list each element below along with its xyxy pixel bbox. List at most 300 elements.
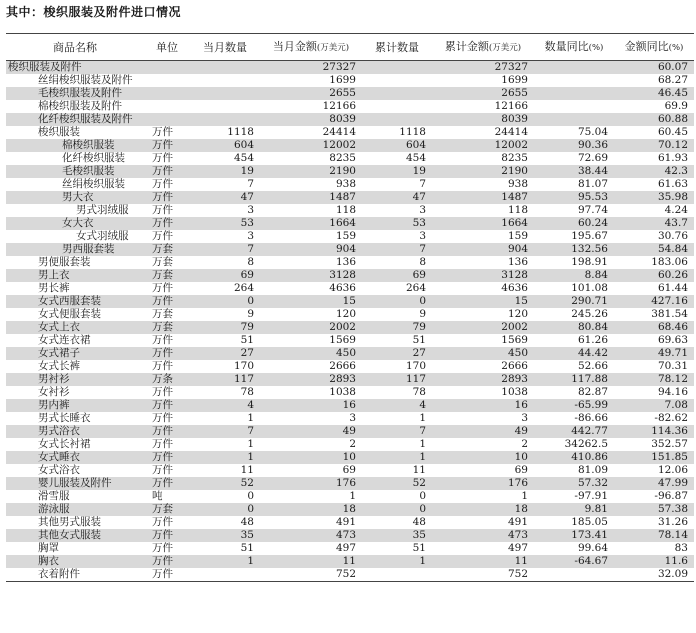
- cell-cum-qty: 1: [419, 438, 426, 450]
- cell-qty-yoy: 9.81: [534, 503, 614, 516]
- cell-name: 女大衣: [6, 217, 144, 230]
- col-header-cum-amount: 累计金额(万美元): [432, 34, 534, 61]
- cell-cum-qty: 47: [362, 191, 432, 204]
- cell-name: 化纤梭织服装: [62, 152, 125, 164]
- cell-amount-yoy: 151.85: [614, 451, 694, 464]
- cell-unit: 万件: [144, 568, 190, 582]
- cell-month-amount: 1: [349, 490, 356, 502]
- cell-qty-yoy: 38.44: [534, 165, 614, 178]
- cell-month-qty: 69: [190, 269, 260, 282]
- cell-qty-yoy: 132.56: [534, 243, 614, 256]
- cell-month-amount: 3: [349, 412, 356, 424]
- cell-qty-yoy: -97.91: [574, 490, 608, 502]
- cell-amount-yoy: 35.98: [614, 191, 694, 204]
- cell-cum-qty: 7: [419, 178, 426, 190]
- cell-cum-qty: [362, 61, 432, 75]
- cell-name: 女式睡衣: [6, 451, 144, 464]
- cell-qty-yoy: [534, 100, 614, 113]
- table-row: [6, 399, 694, 412]
- cell-month-qty: 7: [190, 425, 260, 438]
- cell-qty-yoy: 72.69: [577, 152, 608, 164]
- cell-name: 胸衣: [6, 555, 144, 568]
- cell-cum-qty: 8: [419, 256, 426, 268]
- cell-amount-yoy: 381.54: [651, 308, 688, 320]
- cell-cum-amount: 1699: [501, 74, 528, 86]
- cell-cum-qty: [362, 87, 432, 100]
- cell-month-amount: 1664: [260, 217, 362, 230]
- cell-cum-qty: 11: [412, 464, 426, 476]
- cell-unit: 万件: [152, 126, 173, 138]
- cell-amount-yoy: 61.44: [657, 282, 688, 294]
- cell-name: 女式羽绒服: [76, 230, 129, 242]
- table-row: [6, 230, 694, 243]
- cell-month-qty: 7: [247, 178, 254, 190]
- cell-amount-yoy: -82.62: [654, 412, 688, 424]
- cell-amount-yoy: 94.16: [657, 386, 688, 398]
- cell-cum-qty: 1: [362, 555, 432, 568]
- cell-cum-amount: 27327: [432, 61, 534, 75]
- cell-qty-yoy: 80.84: [534, 321, 614, 334]
- cell-amount-yoy: 78.12: [614, 373, 694, 386]
- cell-cum-amount: 3128: [432, 269, 534, 282]
- cell-qty-yoy: [534, 87, 614, 100]
- cell-month-amount: 1038: [329, 386, 356, 398]
- cell-month-amount: 904: [260, 243, 362, 256]
- cell-unit: 万件: [152, 438, 173, 450]
- cell-month-qty: 53: [190, 217, 260, 230]
- cell-cum-amount: 904: [432, 243, 534, 256]
- cell-unit: 万件: [144, 139, 190, 152]
- cell-month-amount: 120: [335, 308, 356, 320]
- cell-unit: 万件: [144, 399, 190, 412]
- cell-qty-yoy: 198.91: [571, 256, 608, 268]
- cell-cum-qty: 264: [405, 282, 426, 294]
- cell-month-qty: 0: [190, 295, 260, 308]
- cell-qty-yoy: 195.67: [571, 230, 608, 242]
- cell-qty-yoy: [534, 61, 614, 75]
- cell-qty-yoy: 95.53: [534, 191, 614, 204]
- cell-amount-yoy: 42.3: [614, 165, 694, 178]
- cell-cum-amount: 176: [432, 477, 534, 490]
- cell-name: 女式西服套装: [6, 295, 144, 308]
- table-row: [6, 191, 694, 204]
- cell-amount-yoy: 60.45: [657, 126, 688, 138]
- cell-cum-amount: 8235: [501, 152, 528, 164]
- table-row: [6, 139, 694, 152]
- col-header-unit: 单位: [144, 34, 190, 61]
- table-row: [6, 490, 694, 503]
- cell-qty-yoy: [534, 74, 614, 87]
- cell-amount-yoy: 43.7: [614, 217, 694, 230]
- cell-month-qty: 1118: [227, 126, 254, 138]
- cell-qty-yoy: 290.71: [534, 295, 614, 308]
- cell-cum-qty: 35: [362, 529, 432, 542]
- cell-name: 男西服套装: [6, 243, 144, 256]
- cell-name: 女式裙子: [6, 347, 144, 360]
- cell-amount-yoy: 46.45: [614, 87, 694, 100]
- cell-unit: 万件: [144, 555, 190, 568]
- cell-cum-qty: 53: [362, 217, 432, 230]
- cell-unit: [144, 87, 190, 100]
- cell-cum-qty: 79: [362, 321, 432, 334]
- cell-name: 女式便服套装: [38, 308, 101, 320]
- col-header-month-amount: 当月金额(万美元): [260, 34, 362, 61]
- cell-amount-yoy: 32.09: [614, 568, 694, 582]
- table-row: [6, 542, 694, 555]
- col-header-cum-qty: 累计数量: [362, 34, 432, 61]
- cell-unit: 万件: [144, 347, 190, 360]
- cell-unit: 万套: [152, 256, 173, 268]
- cell-amount-yoy: 70.31: [657, 360, 688, 372]
- cell-month-qty: 604: [190, 139, 260, 152]
- table-row: [6, 321, 694, 334]
- cell-amount-yoy: 60.88: [614, 113, 694, 126]
- cell-qty-yoy: 60.24: [534, 217, 614, 230]
- cell-qty-yoy: 245.26: [571, 308, 608, 320]
- cell-month-qty: 51: [240, 542, 254, 554]
- cell-month-qty: 79: [190, 321, 260, 334]
- table-row: [6, 243, 694, 256]
- cell-cum-amount: 450: [432, 347, 534, 360]
- cell-qty-yoy: 57.32: [534, 477, 614, 490]
- cell-month-amount: 118: [335, 204, 356, 216]
- cell-amount-yoy: 11.6: [614, 555, 694, 568]
- cell-unit: 万件: [144, 295, 190, 308]
- cell-qty-yoy: 81.07: [577, 178, 608, 190]
- cell-name: 男式长睡衣: [38, 412, 91, 424]
- cell-unit: 万套: [144, 243, 190, 256]
- cell-month-qty: 11: [240, 464, 254, 476]
- cell-cum-amount: 15: [432, 295, 534, 308]
- cell-amount-yoy: 183.06: [651, 256, 688, 268]
- table-row: [6, 204, 694, 217]
- cell-cum-amount: 136: [507, 256, 528, 268]
- cell-unit: 万件: [144, 191, 190, 204]
- cell-unit: 万件: [152, 412, 173, 424]
- cell-month-qty: 0: [190, 503, 260, 516]
- import-table: [6, 33, 694, 582]
- cell-month-qty: 78: [240, 386, 254, 398]
- cell-unit: 万件: [152, 152, 173, 164]
- cell-month-amount: 159: [335, 230, 356, 242]
- cell-cum-amount: 2655: [432, 87, 534, 100]
- table-row: [6, 165, 694, 178]
- cell-cum-amount: 1664: [432, 217, 534, 230]
- cell-qty-yoy: 75.04: [577, 126, 608, 138]
- table-row: [6, 412, 694, 425]
- cell-cum-qty: 604: [362, 139, 432, 152]
- cell-unit: 万件: [152, 282, 173, 294]
- cell-cum-qty: 52: [362, 477, 432, 490]
- cell-cum-amount: 69: [514, 464, 528, 476]
- cell-amount-yoy: 61.93: [657, 152, 688, 164]
- col-header-name: 商品名称: [6, 34, 144, 61]
- cell-qty-yoy: 97.74: [577, 204, 608, 216]
- cell-name: 男便服套装: [38, 256, 91, 268]
- cell-amount-yoy: 68.27: [657, 74, 688, 86]
- cell-qty-yoy: 90.36: [534, 139, 614, 152]
- table-row: [6, 178, 694, 191]
- cell-cum-amount: 10: [432, 451, 534, 464]
- cell-month-qty: 48: [240, 516, 254, 528]
- cell-amount-yoy: 31.26: [657, 516, 688, 528]
- cell-month-amount: 2666: [329, 360, 356, 372]
- table-row: [6, 516, 694, 529]
- cell-cum-amount: 1038: [501, 386, 528, 398]
- cell-unit: 万套: [144, 321, 190, 334]
- cell-cum-qty: 51: [412, 334, 426, 346]
- cell-name: 梭织服装: [38, 126, 80, 138]
- cell-amount-yoy: 61.63: [657, 178, 688, 190]
- page-title: 其中：梭织服装及附件进口情况: [6, 5, 182, 19]
- col-header-amount-yoy: 金额同比(%): [614, 34, 694, 61]
- table-row: [6, 568, 694, 582]
- table-row: [6, 308, 694, 321]
- cell-cum-qty: 1: [362, 451, 432, 464]
- table-row: [6, 386, 694, 399]
- cell-cum-amount: 159: [507, 230, 528, 242]
- cell-qty-yoy: 173.41: [534, 529, 614, 542]
- cell-cum-qty: 69: [362, 269, 432, 282]
- cell-qty-yoy: 61.26: [577, 334, 608, 346]
- table-row: [6, 61, 694, 75]
- cell-cum-qty: 48: [412, 516, 426, 528]
- cell-unit: 万件: [144, 529, 190, 542]
- cell-month-amount: 2002: [260, 321, 362, 334]
- cell-month-amount: 18: [260, 503, 362, 516]
- cell-unit: 万件: [152, 464, 173, 476]
- cell-name: 棉梭织服装及附件: [38, 100, 122, 112]
- cell-unit: [144, 113, 190, 126]
- cell-cum-amount: 12002: [432, 139, 534, 152]
- cell-month-qty: 19: [190, 165, 260, 178]
- table-row: [6, 113, 694, 126]
- cell-qty-yoy: 185.05: [571, 516, 608, 528]
- cell-unit: 万套: [144, 269, 190, 282]
- cell-month-amount: 752: [260, 568, 362, 582]
- cell-amount-yoy: 57.38: [614, 503, 694, 516]
- cell-cum-amount: 24414: [494, 126, 528, 138]
- cell-cum-qty: 51: [412, 542, 426, 554]
- cell-cum-amount: 49: [432, 425, 534, 438]
- cell-amount-yoy: 427.16: [614, 295, 694, 308]
- cell-cum-amount: 4636: [501, 282, 528, 294]
- cell-qty-yoy: -64.67: [534, 555, 614, 568]
- table-row: [6, 464, 694, 477]
- cell-month-qty: 52: [190, 477, 260, 490]
- table-row: [6, 438, 694, 451]
- cell-qty-yoy: 8.84: [534, 269, 614, 282]
- cell-amount-yoy: 69.9: [664, 100, 688, 112]
- cell-month-qty: 170: [233, 360, 254, 372]
- cell-unit: [144, 61, 190, 75]
- cell-qty-yoy: 81.09: [577, 464, 608, 476]
- cell-name: 胸罩: [38, 542, 59, 554]
- cell-month-amount: 938: [335, 178, 356, 190]
- cell-month-amount: 49: [260, 425, 362, 438]
- cell-cum-qty: 1118: [399, 126, 426, 138]
- cell-amount-yoy: 4.24: [664, 204, 688, 216]
- cell-amount-yoy: 54.84: [614, 243, 694, 256]
- cell-month-amount: 8235: [329, 152, 356, 164]
- cell-name: 衣着附件: [6, 568, 144, 582]
- cell-month-amount: 497: [335, 542, 356, 554]
- cell-amount-yoy: 352.57: [651, 438, 688, 450]
- table-row: [6, 217, 694, 230]
- cell-amount-yoy: 68.46: [614, 321, 694, 334]
- table-row: [6, 503, 694, 516]
- cell-cum-amount: 1487: [432, 191, 534, 204]
- cell-qty-yoy: 410.86: [534, 451, 614, 464]
- table-row: [6, 100, 694, 113]
- cell-month-qty: 4: [190, 399, 260, 412]
- cell-month-qty: 454: [233, 152, 254, 164]
- cell-name: 男上衣: [6, 269, 144, 282]
- header-row: [6, 34, 694, 61]
- cell-cum-amount: 16: [432, 399, 534, 412]
- cell-name: 毛梭织服装及附件: [6, 87, 144, 100]
- cell-unit: 万件: [152, 542, 173, 554]
- cell-qty-yoy: 117.88: [534, 373, 614, 386]
- table-row: [6, 477, 694, 490]
- cell-amount-yoy: 69.63: [657, 334, 688, 346]
- cell-unit: 万件: [152, 204, 173, 216]
- cell-month-amount: 2190: [260, 165, 362, 178]
- cell-month-amount: 10: [260, 451, 362, 464]
- cell-month-qty: 1: [190, 555, 260, 568]
- cell-cum-amount: 497: [507, 542, 528, 554]
- cell-month-amount: 12002: [260, 139, 362, 152]
- cell-unit: 万条: [144, 373, 190, 386]
- cell-cum-amount: 12166: [494, 100, 528, 112]
- table-row: [6, 269, 694, 282]
- cell-qty-yoy: 34262.5: [564, 438, 608, 450]
- cell-amount-yoy: 78.14: [614, 529, 694, 542]
- cell-cum-qty: 3: [419, 230, 426, 242]
- cell-month-qty: 9: [247, 308, 254, 320]
- table-row: [6, 555, 694, 568]
- cell-month-qty: 1: [247, 412, 254, 424]
- cell-month-amount: 16: [260, 399, 362, 412]
- cell-month-qty: 0: [247, 490, 254, 502]
- cell-name: 男式浴衣: [6, 425, 144, 438]
- cell-name: 女式浴衣: [38, 464, 80, 476]
- cell-cum-qty: [362, 113, 432, 126]
- cell-amount-yoy: 114.36: [614, 425, 694, 438]
- cell-cum-qty: [362, 74, 432, 87]
- cell-cum-qty: 19: [362, 165, 432, 178]
- cell-cum-qty: 9: [419, 308, 426, 320]
- table-row: [6, 529, 694, 542]
- cell-cum-qty: [362, 568, 432, 582]
- cell-month-qty: 47: [190, 191, 260, 204]
- cell-unit: 吨: [152, 490, 163, 502]
- cell-name: 滑雪服: [38, 490, 70, 502]
- cell-cum-qty: 0: [362, 295, 432, 308]
- cell-month-amount: 69: [342, 464, 356, 476]
- cell-cum-amount: 752: [432, 568, 534, 582]
- table-row: [6, 256, 694, 269]
- cell-month-qty: 51: [240, 334, 254, 346]
- cell-cum-amount: 118: [507, 204, 528, 216]
- cell-cum-qty: 454: [405, 152, 426, 164]
- cell-amount-yoy: 83: [674, 542, 688, 554]
- cell-month-amount: 4636: [329, 282, 356, 294]
- cell-month-qty: [190, 113, 260, 126]
- cell-name: 男内裤: [6, 399, 144, 412]
- cell-amount-yoy: 70.12: [614, 139, 694, 152]
- cell-month-qty: 35: [190, 529, 260, 542]
- cell-qty-yoy: 44.42: [534, 347, 614, 360]
- cell-month-qty: 8: [247, 256, 254, 268]
- cell-amount-yoy: 49.71: [614, 347, 694, 360]
- cell-month-qty: 264: [233, 282, 254, 294]
- table-row: [6, 87, 694, 100]
- cell-name: 其他女式服装: [6, 529, 144, 542]
- cell-month-qty: [190, 61, 260, 75]
- cell-month-amount: 15: [260, 295, 362, 308]
- cell-unit: 万件: [152, 360, 173, 372]
- cell-name: 其他男式服装: [38, 516, 101, 528]
- cell-cum-amount: 18: [432, 503, 534, 516]
- cell-name: 女式长衬裙: [38, 438, 91, 450]
- col-header-qty-yoy: 数量同比(%): [534, 34, 614, 61]
- cell-qty-yoy: 52.66: [577, 360, 608, 372]
- cell-qty-yoy: -86.66: [574, 412, 608, 424]
- col-header-month-qty: 当月数量: [190, 34, 260, 61]
- cell-month-amount: 12166: [322, 100, 356, 112]
- cell-cum-amount: 1569: [501, 334, 528, 346]
- cell-month-qty: 1: [247, 438, 254, 450]
- cell-cum-amount: 2666: [501, 360, 528, 372]
- cell-unit: 万件: [144, 165, 190, 178]
- cell-name: 梭织服装及附件: [6, 61, 144, 75]
- cell-cum-amount: 2893: [432, 373, 534, 386]
- cell-qty-yoy: -65.99: [534, 399, 614, 412]
- table-row: [6, 347, 694, 360]
- cell-month-qty: 7: [190, 243, 260, 256]
- cell-unit: [144, 74, 190, 87]
- table-row: [6, 360, 694, 373]
- cell-name: 男大衣: [6, 191, 144, 204]
- cell-amount-yoy: 12.06: [657, 464, 688, 476]
- cell-month-qty: [190, 87, 260, 100]
- cell-month-amount: 491: [335, 516, 356, 528]
- cell-month-amount: 473: [260, 529, 362, 542]
- table-row: [6, 126, 694, 139]
- cell-name: 丝绢梭织服装及附件: [38, 74, 133, 86]
- cell-qty-yoy: 82.87: [577, 386, 608, 398]
- cell-cum-qty: 4: [362, 399, 432, 412]
- table-row: [6, 425, 694, 438]
- cell-month-amount: 1487: [260, 191, 362, 204]
- cell-cum-amount: 3: [521, 412, 528, 424]
- cell-month-amount: 11: [260, 555, 362, 568]
- cell-cum-amount: 938: [507, 178, 528, 190]
- cell-unit: 万件: [152, 386, 173, 398]
- cell-name: 化纤梭织服装及附件: [6, 113, 144, 126]
- cell-unit: 万件: [152, 178, 173, 190]
- cell-cum-qty: 0: [419, 490, 426, 502]
- cell-unit: 万件: [152, 334, 173, 346]
- cell-name: 男衬衫: [6, 373, 144, 386]
- cell-month-amount: 3128: [260, 269, 362, 282]
- cell-month-qty: 1: [190, 451, 260, 464]
- cell-month-qty: [190, 100, 260, 113]
- cell-month-amount: 450: [260, 347, 362, 360]
- cell-cum-qty: 7: [362, 425, 432, 438]
- cell-name: 毛梭织服装: [6, 165, 144, 178]
